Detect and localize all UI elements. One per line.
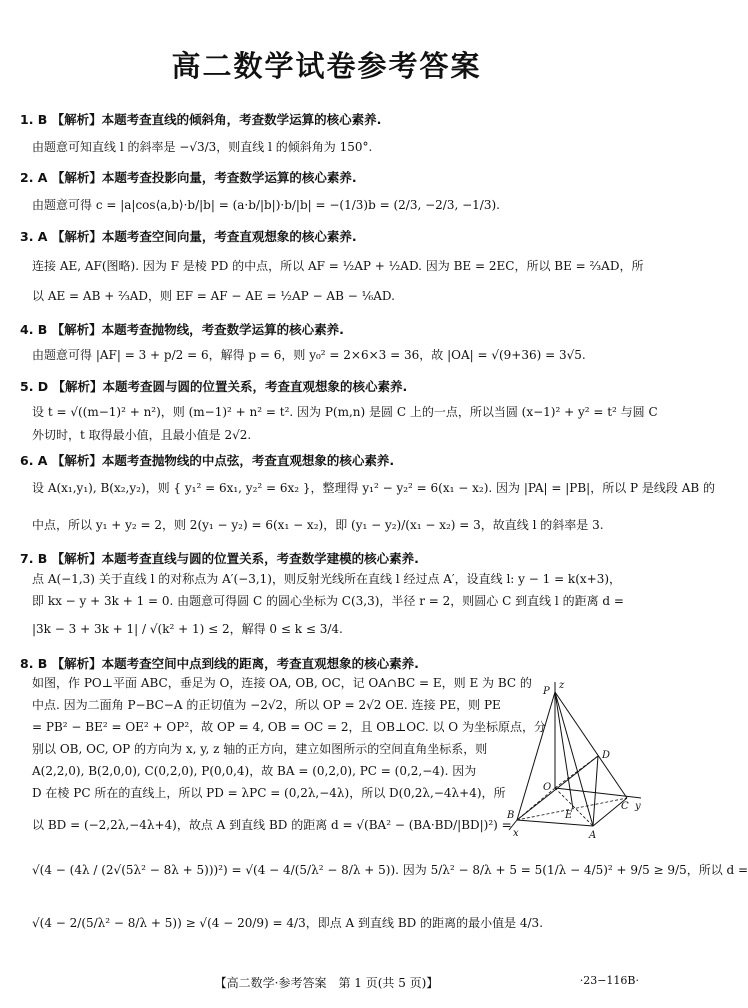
q1-line: 由题意可知直线 l 的斜率是 −√3/3，则直线 l 的倾斜角为 150°. bbox=[32, 140, 373, 154]
label-D: D bbox=[602, 750, 611, 761]
label-A: A bbox=[589, 830, 597, 841]
edge-PC bbox=[555, 692, 627, 798]
label-y: y bbox=[635, 801, 641, 812]
q8-line: = PB² − BE² = OE² + OP²，故 OP = 4, OB = OC = 2，且 OB⊥OC. 以 O 为坐标原点，分 bbox=[32, 720, 546, 734]
q3-line: 以 AE = AB + ⅔AD，则 EF = AF − AE = ½AP − AB − ⅙AD. bbox=[32, 289, 395, 303]
q6-line: 设 A(x₁,y₁), B(x₂,y₂)，则 { y₁² = 6x₁, y₂² = 6x₂ }，整理得 y₁² − y₂² = 6(x₁ − x₂). 因为 |PA| = |PB|，所以 P 是线段 AB 的 bbox=[32, 481, 716, 495]
q5-line: 外切时，t 取得最小值，且最小值是 2√2. bbox=[32, 428, 252, 442]
q8-line: D 在棱 PC 所在的直线上，所以 PD = λPC = (0,2λ,−4λ)，所以 D(0,2λ,−4λ+4)，所 bbox=[32, 786, 506, 800]
y-axis bbox=[555, 788, 641, 798]
label-E: E bbox=[565, 810, 573, 821]
q8-line: 别以 OB, OC, OP 的方向为 x, y, z 轴的正方向，建立如图所示的空间直角坐标系，则 bbox=[32, 742, 488, 756]
edge-BA bbox=[517, 820, 593, 826]
q5-head: 5. D 【解析】本题考查圆与圆的位置关系，考查直观想象的核心素养. bbox=[20, 379, 408, 394]
page-footer: 【高二数学·参考答案 第 1 页(共 5 页)】 bbox=[214, 976, 439, 990]
q2-head: 2. A 【解析】本题考查投影向量，考查数学运算的核心素养. bbox=[20, 170, 357, 185]
q7-line: 即 kx − y + 3k + 1 = 0. 由题意可得圆 C 的圆心坐标为 C(3,3)，半径 r = 2，则圆心 C 到直线 l 的距离 d = bbox=[32, 594, 624, 608]
q8-head: 8. B 【解析】本题考查空间中点到线的距离，考查直观想象的核心素养. bbox=[20, 656, 419, 671]
q8-line: 中点. 因为二面角 P−BC−A 的正切值为 −2√2，所以 OP = 2√2 OE. 连接 PE，则 PE bbox=[32, 698, 501, 712]
edge-AD bbox=[593, 756, 598, 826]
label-O: O bbox=[543, 782, 552, 793]
q7-line: 点 A(−1,3) 关于直线 l 的对称点为 A′(−3,1)，则反射光线所在直线 l 经过点 A′，设直线 l: y − 1 = k(x+3)， bbox=[32, 572, 622, 586]
edge-PE bbox=[555, 692, 573, 809]
page-title: 高二数学试卷参考答案 bbox=[171, 49, 482, 83]
q8-line: √(4 − 2/(5/λ² − 8/λ + 5)) ≥ √(4 − 20/9) = 4/3，即点 A 到直线 BD 的距离的最小值是 4/3. bbox=[32, 916, 544, 930]
q8-line: A(2,2,0), B(2,0,0), C(0,2,0), P(0,0,4)，故 BA = (0,2,0), PC = (0,2,−4). 因为 bbox=[32, 764, 477, 778]
q3-head: 3. A 【解析】本题考查空间向量，考查直观想象的核心素养. bbox=[20, 229, 357, 244]
pyramid-coordinate-figure bbox=[505, 678, 645, 841]
q5-line: 设 t = √((m−1)² + n²)，则 (m−1)² + n² = t². 因为 P(m,n) 是圆 C 上的一点，所以当圆 (x−1)² + y² = t² 与圆 C bbox=[32, 405, 658, 419]
q6-head: 6. A 【解析】本题考查抛物线的中点弦，考查直观想象的核心素养. bbox=[20, 453, 395, 468]
q8-line: 如图，作 PO⊥平面 ABC，垂足为 O，连接 OA, OB, OC，记 OA∩BC = E，则 E 为 BC 的 bbox=[32, 676, 532, 690]
segment-OD bbox=[555, 756, 598, 788]
edge-PB bbox=[517, 692, 555, 820]
q8-line: √(4 − (4λ / (2√(5λ² − 8λ + 5)))²) = √(4 − 4/(5/λ² − 8/λ + 5)). 因为 5/λ² − 8/λ + 5 = 5(1/λ − 4/5)² + 9/5 ≥ 9/5，所以 d = bbox=[32, 863, 748, 877]
paper-code: ·23−116B· bbox=[579, 974, 639, 987]
q1-head: 1. B 【解析】本题考查直线的倾斜角，考查数学运算的核心素养. bbox=[20, 112, 382, 127]
label-x: x bbox=[513, 828, 519, 839]
q4-line: 由题意可得 |AF| = 3 + p/2 = 6，解得 p = 6，则 y₀² = 2×6×3 = 36，故 |OA| = √(9+36) = 3√5. bbox=[32, 348, 586, 362]
q4-head: 4. B 【解析】本题考查抛物线，考查数学运算的核心素养. bbox=[20, 322, 344, 337]
q7-line: |3k − 3 + 3k + 1| / √(k² + 1) ≤ 2，解得 0 ≤ k ≤ 3/4. bbox=[32, 622, 343, 636]
q7-head: 7. B 【解析】本题考查直线与圆的位置关系，考查数学建模的核心素养. bbox=[20, 551, 419, 566]
q6-line: 中点，所以 y₁ + y₂ = 2，则 2(y₁ − y₂) = 6(x₁ − x₂)，即 (y₁ − y₂)/(x₁ − x₂) = 3，故直线 l 的斜率是 3. bbox=[32, 518, 604, 532]
q3-line: 连接 AE, AF(图略). 因为 F 是棱 PD 的中点，所以 AF = ½AP + ½AD. 因为 BE = 2EC，所以 BE = ⅔AD，所 bbox=[32, 259, 644, 273]
label-z: z bbox=[559, 680, 565, 691]
label-C: C bbox=[621, 801, 629, 812]
q2-line: 由题意可得 c = |a|cos⟨a,b⟩·b/|b| = (a·b/|b|)·b/|b| = −(1/3)b = (2/3, −2/3, −1/3). bbox=[32, 198, 500, 212]
label-P: P bbox=[543, 686, 550, 697]
label-B: B bbox=[507, 810, 515, 821]
q8-line: 以 BD = (−2,2λ,−4λ+4)，故点 A 到直线 BD 的距离 d = √(BA² − (BA·BD/|BD|)²) = bbox=[32, 818, 512, 832]
